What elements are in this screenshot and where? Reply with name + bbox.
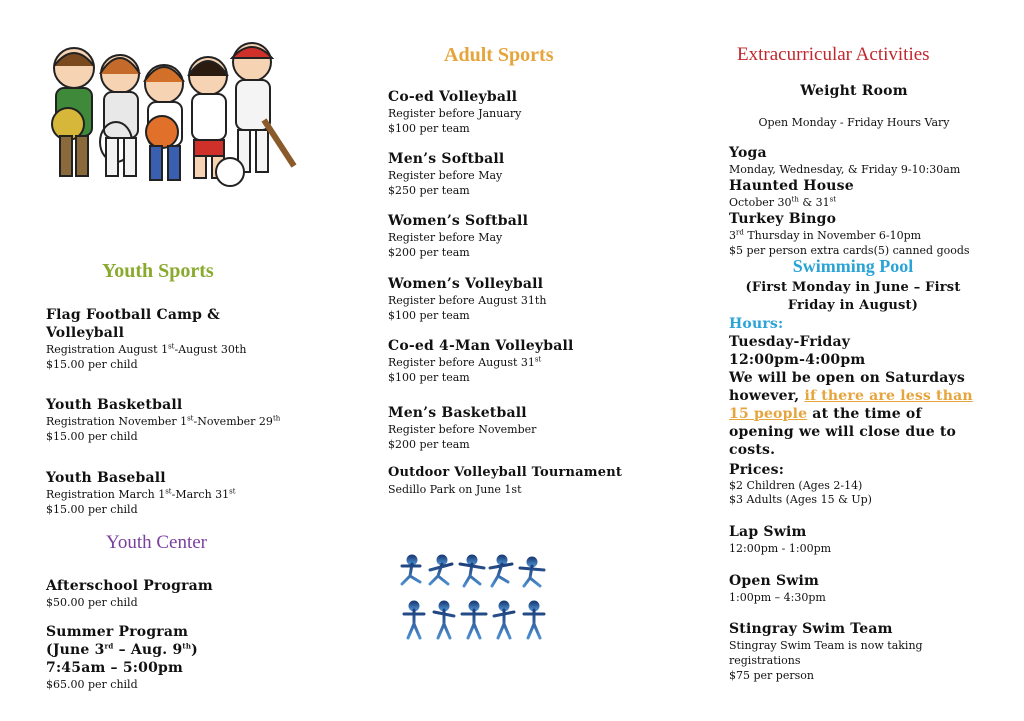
item-detail: October 30th & 31st	[729, 195, 837, 209]
item-title: Men’s Basketball	[388, 405, 527, 421]
item-detail: Sedillo Park on June 1st	[388, 483, 522, 496]
item-registration: Register before May	[388, 169, 503, 182]
item-price: $75 per person	[729, 669, 814, 682]
item-title: Yoga	[729, 145, 767, 161]
list-item	[388, 464, 668, 497]
swimming-pool-heading: Swimming Pool	[792, 256, 914, 276]
item-registration: Register before January	[388, 107, 522, 120]
item-registration: Registration March 1st-March 31st	[46, 487, 236, 501]
item-title: Summer Program	[46, 624, 189, 640]
item-price: $100 per team	[388, 122, 470, 135]
item-price: $15.00 per child	[46, 430, 138, 443]
item-detail: 3rd Thursday in November 6-10pm	[729, 228, 922, 242]
pool-hours-label: Hours:	[729, 316, 784, 332]
youth-center-heading: Youth Center	[106, 532, 207, 553]
pool-days: Tuesday-Friday	[729, 334, 851, 350]
item-detail: Stingray Swim Team is now taking registrations	[729, 639, 923, 667]
item-title: Co-ed 4-Man Volleyball	[388, 338, 574, 354]
weight-room-title: Weight Room	[800, 83, 908, 99]
item-title: Open Swim	[729, 573, 820, 589]
list-item	[388, 404, 668, 452]
kids-clipart-icon	[44, 40, 300, 192]
weight-room-detail: Open Monday - Friday Hours Vary	[758, 116, 950, 129]
price-adults: $3 Adults (Ages 15 & Up)	[729, 493, 872, 506]
list-item	[729, 523, 999, 556]
item-registration: Register before November	[388, 423, 537, 436]
item-time: 12:00pm - 1:00pm	[729, 542, 832, 555]
list-item	[729, 144, 999, 177]
list-item	[388, 212, 668, 260]
item-registration: Register before August 31th	[388, 294, 547, 307]
list-item	[46, 396, 306, 444]
item-title: Flag Football Camp & Volleyball	[46, 307, 221, 341]
list-item	[729, 177, 999, 210]
list-item	[729, 620, 979, 683]
list-item	[46, 469, 306, 517]
list-item	[388, 88, 668, 136]
item-time: 1:00pm – 4:30pm	[729, 591, 826, 604]
item-title: Women’s Softball	[388, 213, 529, 229]
item-price: $250 per team	[388, 184, 470, 197]
item-title: Turkey Bingo	[729, 211, 837, 227]
item-detail: $5 per person extra cards(5) canned goods	[729, 244, 970, 257]
item-title: Stingray Swim Team	[729, 621, 893, 637]
item-title: Lap Swim	[729, 524, 807, 540]
list-item	[729, 572, 999, 605]
item-title: Youth Basketball	[46, 397, 183, 413]
item-price: $50.00 per child	[46, 596, 138, 609]
youth-sports-heading: Youth Sports	[102, 260, 214, 282]
prices-label: Prices:	[729, 462, 785, 478]
item-price: $100 per team	[388, 371, 470, 384]
item-registration: Registration November 1st-November 29th	[46, 414, 281, 428]
athletes-silhouette-icon	[398, 552, 548, 644]
item-dates: (June 3rd – Aug. 9th)	[46, 641, 198, 658]
list-item	[388, 275, 668, 323]
item-title: Haunted House	[729, 178, 854, 194]
price-children: $2 Children (Ages 2-14)	[729, 479, 863, 492]
list-item	[46, 306, 286, 372]
item-title: Afterschool Program	[46, 578, 213, 594]
pool-season: (First Monday in June – First Friday in August)	[745, 280, 961, 313]
list-item	[729, 210, 1009, 258]
item-price: $100 per team	[388, 309, 470, 322]
pool-notice-highlight: if there are less than 15 people	[729, 388, 973, 422]
list-item	[388, 150, 668, 198]
item-price: $200 per team	[388, 246, 470, 259]
pool-time: 12:00pm-4:00pm	[729, 352, 866, 368]
adult-sports-heading: Adult Sports	[444, 44, 554, 66]
item-registration: Register before August 31st	[388, 355, 542, 369]
item-price: $15.00 per child	[46, 358, 138, 371]
list-item	[46, 577, 306, 610]
item-registration: Registration August 1st-August 30th	[46, 342, 247, 356]
item-title: Outdoor Volleyball Tournament	[388, 465, 623, 480]
item-detail: Monday, Wednesday, & Friday 9-10:30am	[729, 163, 961, 176]
item-hours: 7:45am – 5:00pm	[46, 660, 184, 676]
item-title: Youth Baseball	[46, 470, 166, 486]
item-title: Co-ed Volleyball	[388, 89, 518, 105]
extracurricular-heading: Extracurricular Activities	[737, 44, 930, 65]
list-item	[388, 337, 668, 385]
item-title: Men’s Softball	[388, 151, 505, 167]
item-registration: Register before May	[388, 231, 503, 244]
item-title: Women’s Volleyball	[388, 276, 544, 292]
list-item	[46, 623, 306, 692]
pool-notice: We will be open on Saturdays however, if there are less than 15 people at the time of opening we will close due to costs.	[729, 370, 973, 458]
item-price: $15.00 per child	[46, 503, 138, 516]
item-price: $65.00 per child	[46, 678, 138, 691]
item-price: $200 per team	[388, 438, 470, 451]
